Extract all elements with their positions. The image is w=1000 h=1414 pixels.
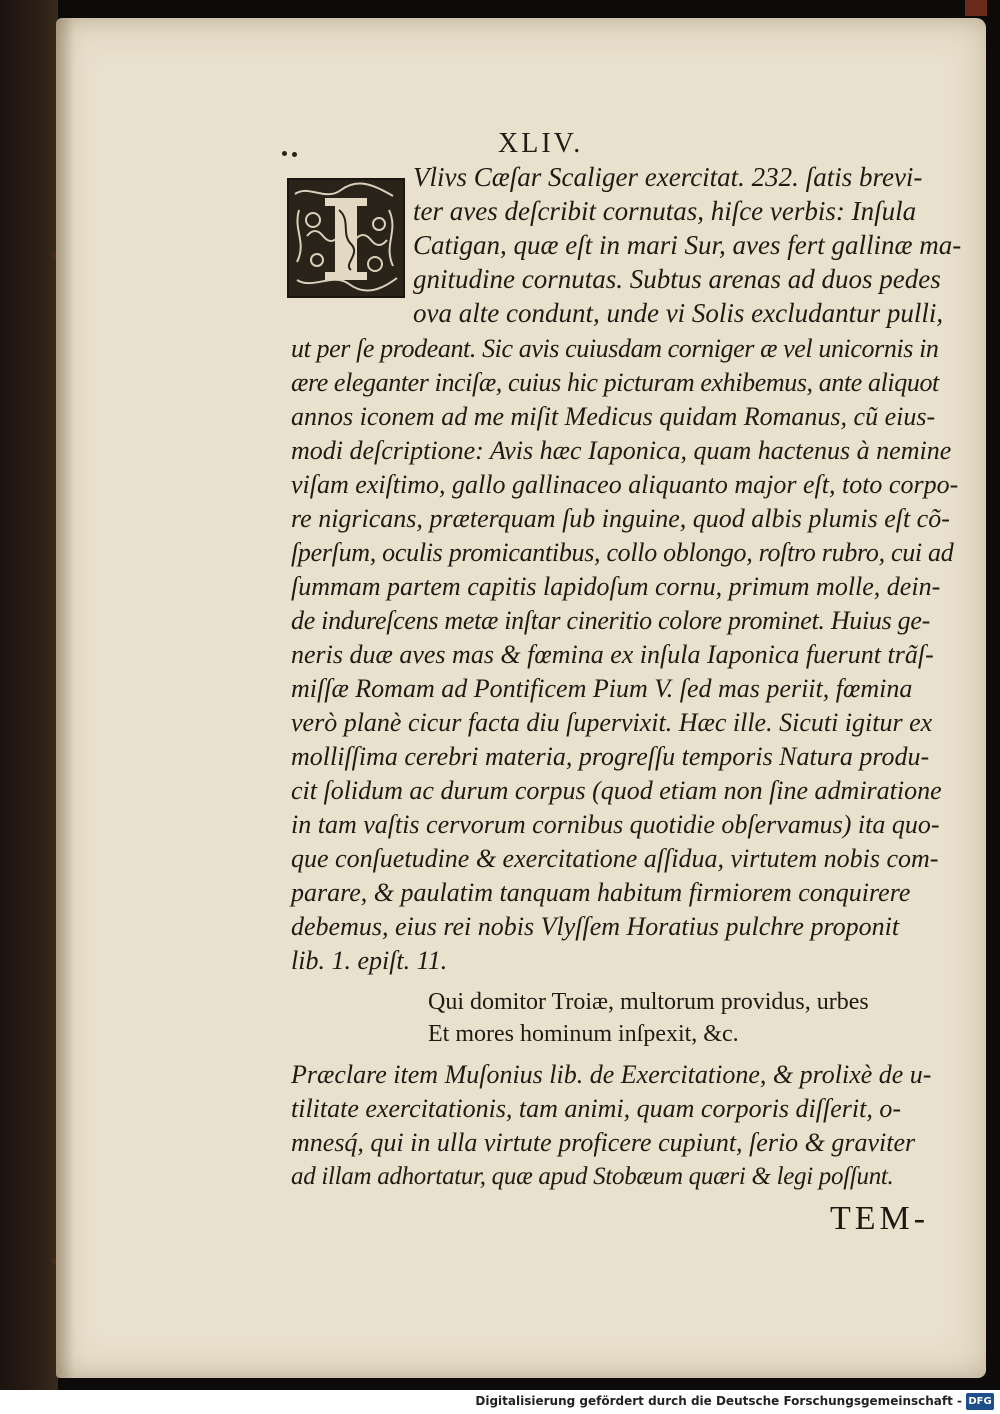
text-line: gnitudine cornutas. Subtus arenas ad duos pedes <box>413 264 941 294</box>
text-line: ova alte condunt, unde vi Solis excludantur pulli, <box>413 298 944 328</box>
text-line: viſam exiſtimo, gallo gallinaceo aliquanto major eſt, toto corpo- <box>291 470 959 499</box>
text-line: cit ſolidum ac durum corpus (quod etiam non ſine admiratione <box>291 776 942 805</box>
text-line: mnesq́, qui in ulla virtute proficere cupiunt, ſerio & graviter <box>291 1128 916 1157</box>
text-line: debemus, eius rei nobis Vlyſſem Horatius pulchre proponit <box>291 912 900 941</box>
ink-speck <box>282 151 287 156</box>
text-line: modi deſcriptione: Avis hæc Iaponica, quam hactenus à nemine <box>291 436 952 465</box>
text-line: molliſſima cerebri materia, progreſſu temporis Natura produ- <box>291 742 930 771</box>
text-line: re nigricans, præterquam ſub inguine, quod albis plumis eſt cõ- <box>291 504 950 533</box>
text-line: miſſæ Romam ad Pontificem Pium V. ſed mas periit, fœmina <box>291 674 913 703</box>
text-line: ſperſum, oculis promicantibus, collo oblongo, roſtro rubro, cui ad <box>291 538 954 567</box>
svg-text:I: I <box>345 250 347 251</box>
page-edge-marker <box>965 0 987 16</box>
dfg-logo[interactable]: DFG <box>966 1393 994 1410</box>
gutter-shadow <box>56 18 74 1378</box>
text-line: annos iconem ad me miſit Medicus quidam Romanus, cũ eius- <box>291 402 936 431</box>
text-line: verò planè cicur facta diu ſupervixit. Hæc ille. Sicuti igitur ex <box>291 708 933 737</box>
footer-bar <box>0 1390 1000 1414</box>
text-line: neris duæ aves mas & fœmina ex inſula Iaponica fuerunt trãſ- <box>291 640 934 669</box>
text-line: ter aves deſcribit cornutas, hiſce verbis: Inſula <box>413 196 917 226</box>
text-line: Vlivs Cæſar Scaliger exercitat. 232. ſatis brevi- <box>413 162 923 192</box>
text-line: ut per ſe prodeant. Sic avis cuiusdam corniger æ vel unicornis in <box>291 334 939 363</box>
text-line: de indureſcens metæ inſtar cineritio colore prominet. Huius ge- <box>291 606 930 635</box>
ink-speck <box>292 152 297 157</box>
funding-credit: Digitalisierung gefördert durch die Deutsche Forschungsgemeinschaft - <box>475 1394 962 1408</box>
verse-line: Et mores hominum inſpexit, &c. <box>428 1021 739 1047</box>
text-line: tilitate exercitationis, tam animi, quam corporis diſſerit, o- <box>291 1094 901 1123</box>
text-line: ad illam adhortatur, quæ apud Stobæum quæri & legi poſſunt. <box>291 1163 894 1190</box>
text-line: Catigan, quæ eſt in mari Sur, aves fert gallinæ ma- <box>413 230 962 260</box>
verse-line: Qui domitor Troiæ, multorum providus, urbes <box>428 989 869 1015</box>
page-number: XLIV. <box>498 128 584 159</box>
ornament-initial-icon <box>289 180 403 296</box>
book-spine-edge <box>0 0 58 1390</box>
text-line: Præclare item Muſonius lib. de Exercitatione, & prolixè de u- <box>291 1060 932 1089</box>
text-line: lib. 1. epiſt. 11. <box>291 946 448 975</box>
text-line: parare, & paulatim tanquam habitum firmiorem conquirere <box>291 878 911 907</box>
decorated-initial-letter <box>287 178 405 298</box>
text-line: ære eleganter inciſæ, cuius hic picturam exhibemus, ante aliquot <box>291 368 939 397</box>
catchword: TEM- <box>830 1200 930 1237</box>
text-line: ſummam partem capitis lapidoſum cornu, primum molle, dein- <box>291 572 941 601</box>
text-line: in tam vaſtis cervorum cornibus quotidie obſervamus) ita quo- <box>291 810 940 839</box>
text-line: que conſuetudine & exercitatione aſſidua, virtutem nobis com- <box>291 844 939 873</box>
